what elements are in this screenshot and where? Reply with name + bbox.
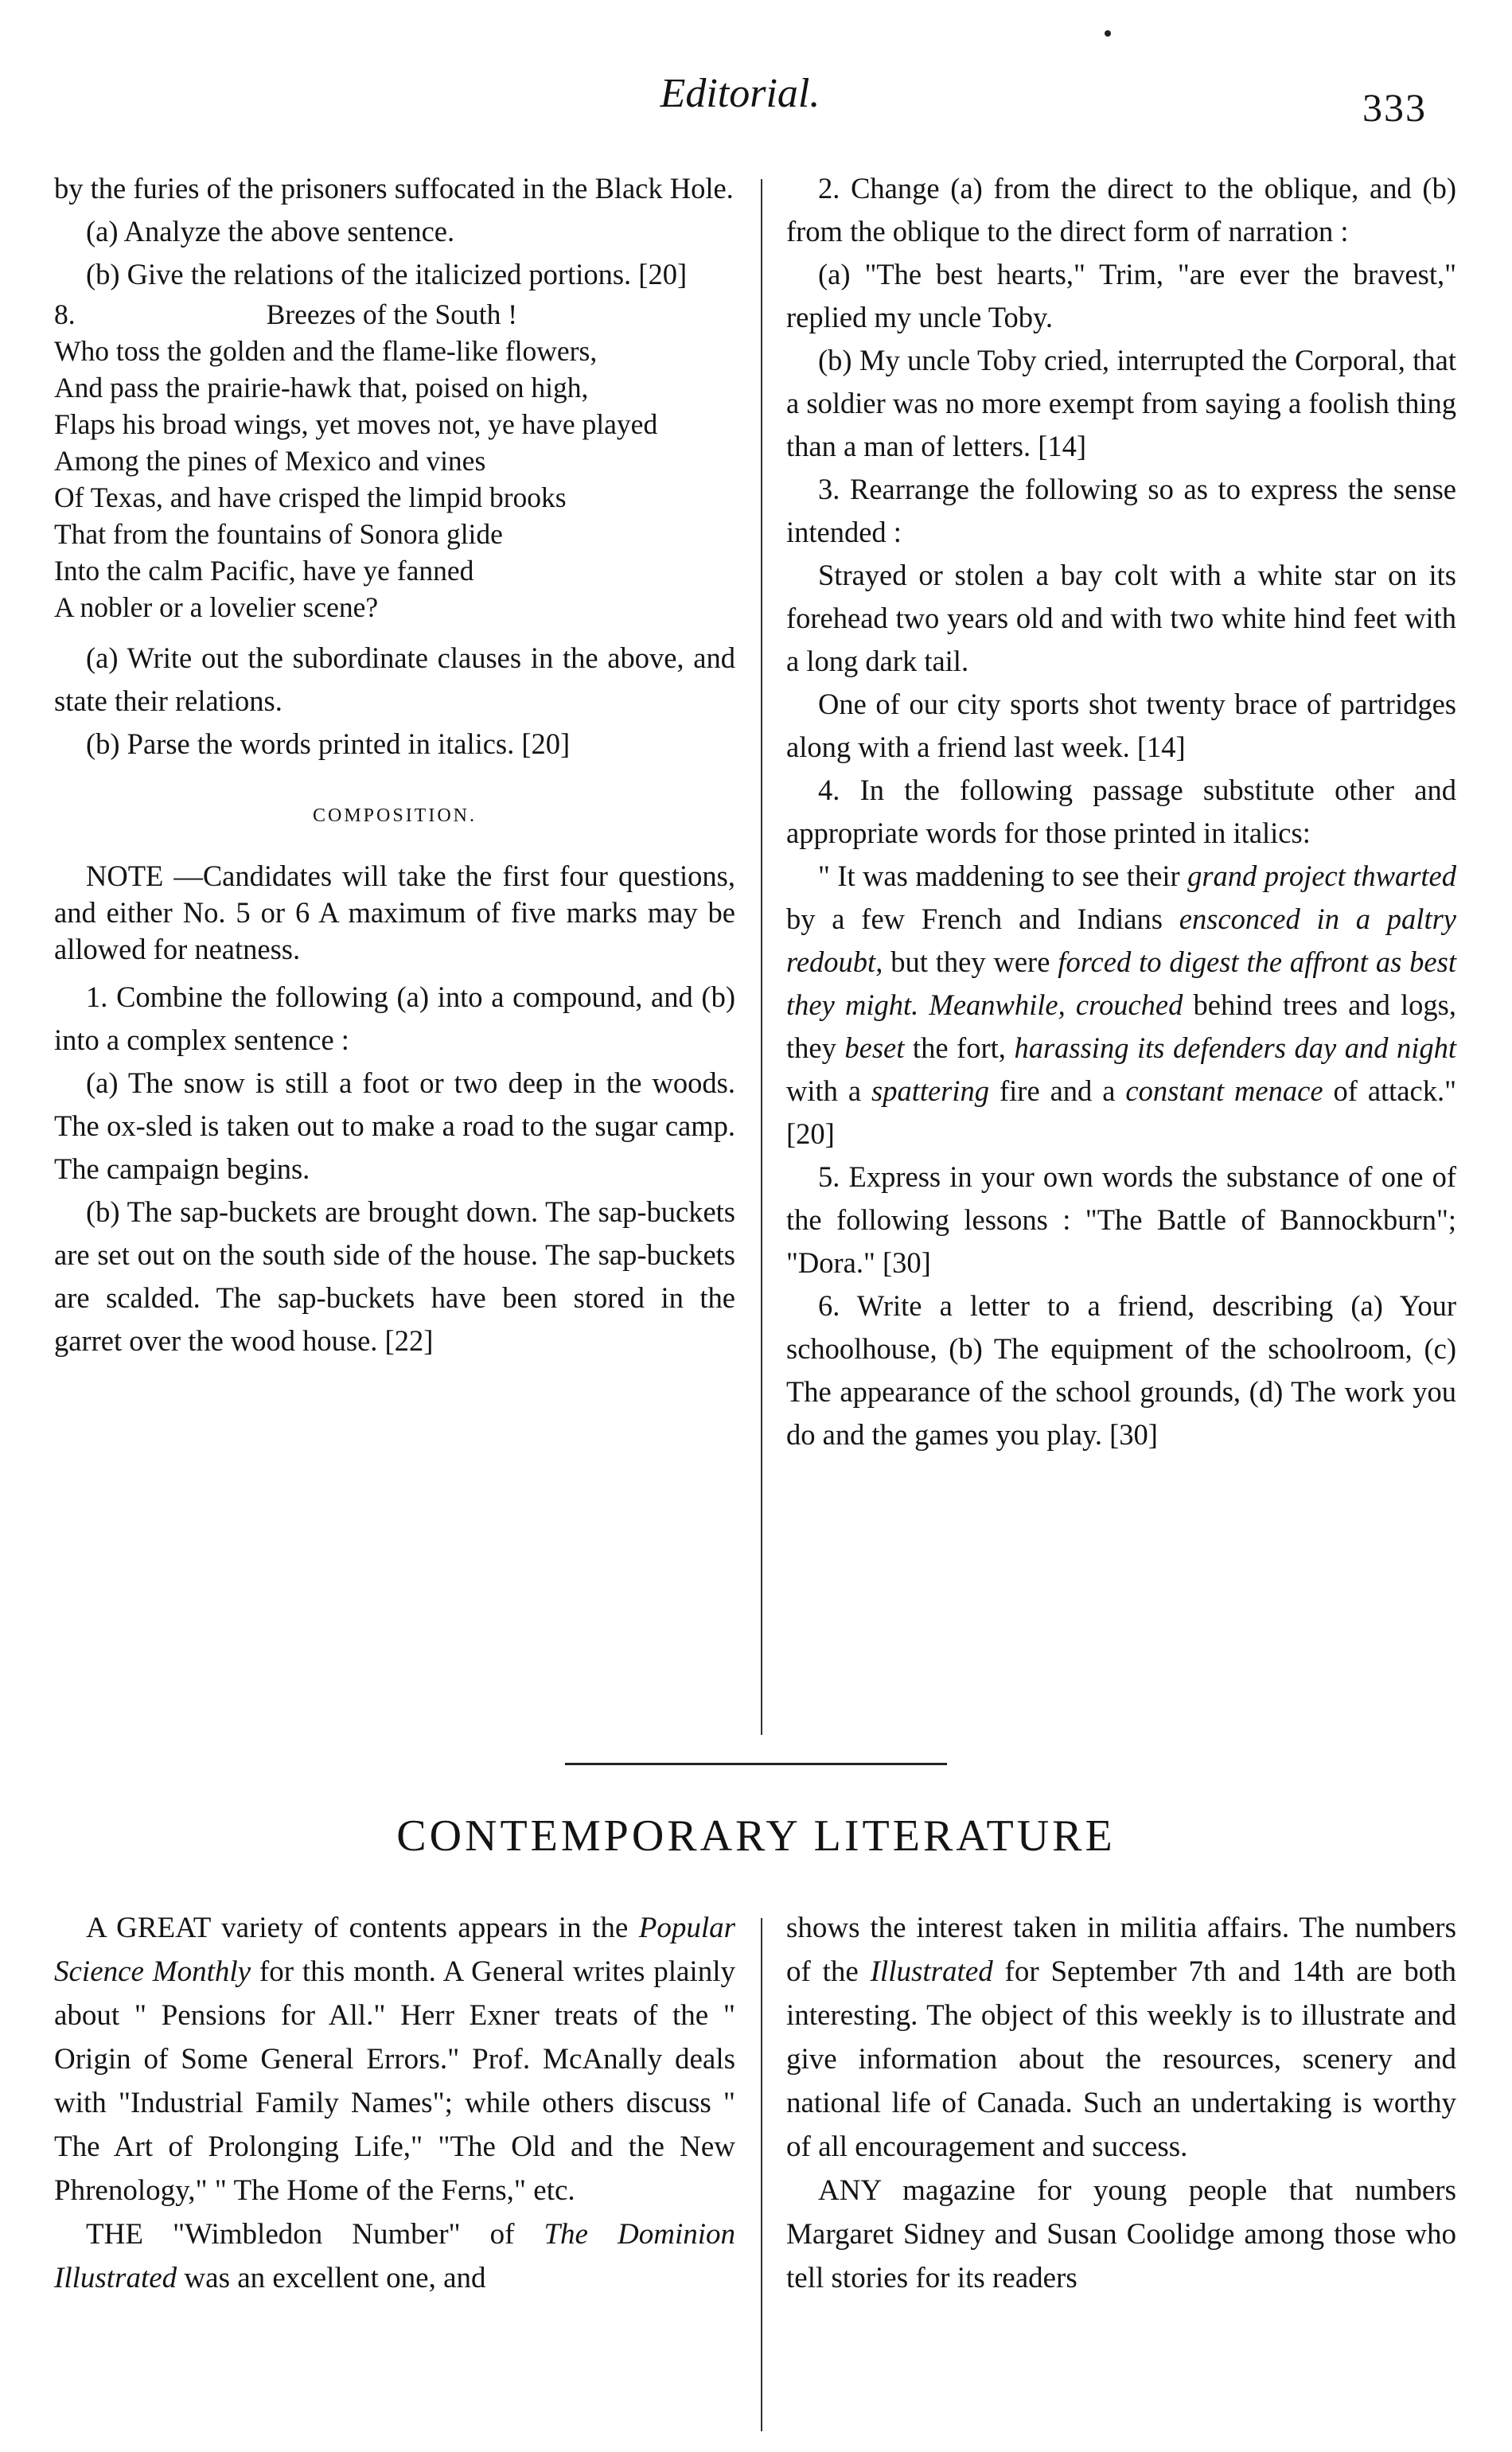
question-3a: Strayed or stolen a bay colt with a white star on its forehead two years old and with two white hind feet with a long dark tail.	[786, 559, 1456, 677]
question-4: 4. In the following passage substitute other and appropriate words for those printed in italics:	[786, 774, 1456, 849]
passage-text: fire and a	[989, 1074, 1126, 1107]
intro-text: by the furies of the prisoners suffocated in the Black Hole.	[54, 172, 734, 205]
poem-line: Among the pines of Mexico and vines	[54, 445, 486, 477]
paragraph-text: A GREAT variety of contents appears in the	[86, 1912, 639, 1944]
literature-paragraph: ANY magazine for young people that numbers Margaret Sidney and Susan Coolidge among those who tell stories for its readers	[786, 2174, 1456, 2294]
question-5: 5. Express in your own words the substance of one of the following lessons : "The Battle of Bannockburn"; "Dora." [30]	[786, 1160, 1456, 1279]
question-8-number: 8.	[54, 298, 76, 330]
note-block	[54, 858, 735, 968]
question-1: 1. Combine the following (a) into a compound, and (b) into a complex sentence :	[54, 980, 735, 1056]
question-7b: (b) Give the relations of the italicized portions. [20]	[86, 258, 688, 290]
question-8b: (b) Parse the words printed in italics. [20]	[86, 727, 571, 760]
page-number: 333	[1362, 85, 1427, 130]
section-title: CONTEMPORARY LITERATURE	[396, 1811, 1116, 1861]
paragraph-text: was an excellent one, and	[177, 2262, 486, 2294]
question-2: 2. Change (a) from the direct to the oblique, and (b) from the oblique to the direct form of narration :	[786, 172, 1456, 248]
poem-line: And pass the prairie-hawk that, poised on high,	[54, 372, 589, 403]
literature-paragraph	[786, 1906, 1456, 2169]
magazine-title: The Dominion Illustrated	[54, 2218, 736, 2294]
poem-title: Breezes of the South !	[266, 298, 518, 330]
poem-line: That from the fountains of Sonora glide	[54, 518, 503, 550]
column-divider	[761, 1918, 762, 2431]
question-1b: (b) The sap-buckets are brought down. The sap-buckets are set out on the south side of the house. The sap-buckets are scalded. The sap-buckets have been stored in the garret over the wood house. [22]	[54, 1195, 735, 1357]
left-column	[54, 167, 735, 1362]
question-4-passage	[786, 855, 1456, 1156]
question-2b: (b) My uncle Toby cried, interrupted the Corporal, that a soldier was no more exempt from saying a foolish thing than a man of letters. [14]	[786, 344, 1456, 462]
passage-text: with a	[786, 1074, 871, 1107]
question-1a: (a) The snow is still a foot or two deep in the woods. The ox-sled is taken out to make a road to the sugar camp. The campaign begins.	[54, 1066, 735, 1185]
magazine-title: Illustrated	[870, 1955, 993, 1988]
poem	[54, 296, 735, 626]
candidates-note: NOTE —Candidates will take the first four questions, and either No. 5 or 6 A maximum of five marks may be allowed for neatness.	[54, 860, 735, 965]
paragraph-text: for this month. A General writes plainly about " Pensions for All." Herr Exner treats of the " Origin of Some General Errors." Prof. McAnally deals with "Industrial Family Names"; while others discuss " The Art of Prolonging Life," "The Old and the New Phrenology," " The Home of the Ferns," etc.	[54, 1955, 735, 2207]
question-8a: (a) Write out the subordinate clauses in the above, and state their relations.	[54, 641, 735, 717]
passage-text: " It was maddening to see their	[818, 860, 1188, 892]
literature-paragraph	[54, 2212, 735, 2300]
passage-text: by a few French and Indians	[786, 902, 1179, 935]
passage-italic: ensconced in a paltry redoubt,	[786, 902, 1456, 978]
running-head: Editorial.	[660, 71, 820, 116]
poem-line: Of Texas, and have crisped the limpid brooks	[54, 481, 567, 513]
passage-italic: grand project thwarted	[1187, 860, 1456, 892]
page-dot	[1105, 30, 1111, 37]
magazine-title: Popular Science Monthly	[54, 1912, 735, 1988]
passage-italic: constant menace	[1125, 1074, 1323, 1107]
question-2a: (a) "The best hearts," Trim, "are ever the bravest," replied my uncle Toby.	[786, 258, 1456, 333]
question-3: 3. Rearrange the following so as to express the sense intended :	[786, 473, 1456, 548]
passage-text: the fort,	[904, 1031, 1015, 1064]
passage-text: behind trees and logs, they	[786, 988, 1456, 1064]
question-7a: (a) Analyze the above sentence.	[86, 215, 455, 248]
right-column	[786, 167, 1456, 1456]
poem-line: A nobler or a lovelier scene?	[54, 591, 379, 623]
paragraph-text: for September 7th and 14th are both interesting. The object of this weekly is to illustrate and give information about the resources, scenery and national life of Canada. Such an undertaking is worthy of all encouragement and success.	[786, 1955, 1457, 2163]
composition-heading: COMPOSITION.	[312, 805, 477, 826]
literature-left-column	[54, 1906, 735, 2300]
section-divider	[565, 1763, 947, 1765]
poem-line: Who toss the golden and the flame-like flowers,	[54, 335, 598, 367]
passage-italic: spattering	[871, 1074, 990, 1107]
column-divider	[761, 179, 762, 1735]
literature-right-column	[786, 1906, 1456, 2300]
question-6: 6. Write a letter to a friend, describing (a) Your schoolhouse, (b) The equipment of the schoolroom, (c) The appearance of the school grounds, (d) The work you do and the games you play. [30]	[786, 1289, 1456, 1451]
passage-text: but they were	[883, 945, 1058, 978]
poem-line: Into the calm Pacific, have ye fanned	[54, 555, 474, 587]
poem-title-line	[54, 296, 735, 333]
passage-italic: forced to digest the affront as best they might. Meanwhile, crouched	[786, 945, 1456, 1021]
paragraph-text: THE "Wimbledon Number" of	[86, 2218, 544, 2251]
poem-line: Flaps his broad wings, yet moves not, ye have played	[54, 408, 658, 440]
paragraph-text: shows the interest taken in militia affairs. The numbers of the	[786, 1912, 1456, 1988]
passage-italic: harassing its defenders day and night	[1014, 1031, 1457, 1064]
question-3b: One of our city sports shot twenty brace of partridges along with a friend last week. [14]	[786, 688, 1456, 763]
passage-italic: beset	[844, 1031, 905, 1064]
passage-text: of attack." [20]	[786, 1074, 1456, 1150]
literature-paragraph	[54, 1906, 735, 2212]
